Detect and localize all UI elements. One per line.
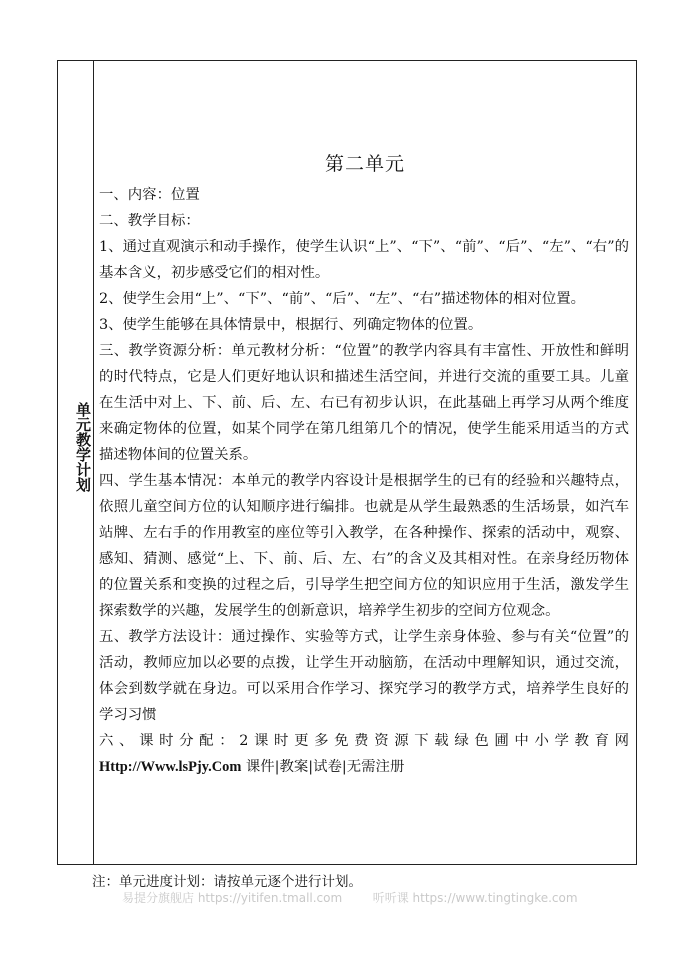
resource-line bbox=[99, 754, 629, 780]
watermark: 易提分旗舰店 https://yitifen.tmall.com 听听课 https://www.tingtingke.com bbox=[122, 891, 578, 905]
resource-analysis: 三、教学资源分析：单元教材分析：“位置”的教学内容具有丰富性、开放性和鲜明的时代特点，它是人们更好地认识和描述生活空间，并进行交流的重要工具。儿童在生活中对上、下、前、后、左、右已有初步认识，在此基础上再学习从两个维度来确定物体的位置，如某个同学在第几组第几个的情况，使学生能采用适当的方式描述物体间的位置关系。 bbox=[99, 343, 629, 463]
student-situation: 四、学生基本情况：本单元的教学内容设计是根据学生的已有的经验和兴趣特点，依照儿童空间方位的认知顺序进行编排。也就是从学生最熟悉的生活场景，如汽车站牌、左右手的作用教室的座位等引入教学，在各种操作、探索的活动中，观察、感知、猜测、感觉“上、下、前、后、左、右”的含义及其相对性。在亲身经历物体的位置关系和变换的过程之后，引导学生把空间方位的知识应用于生活，激发学生探索数学的兴趣，发展学生的创新意识，培养学生初步的空间方位观念。 bbox=[99, 473, 629, 619]
method-design: 五、教学方法设计：通过操作、实验等方式，让学生亲身体验、参与有关“位置”的活动，教师应加以必要的点拨，让学生开动脑筋，在活动中理解知识，通过交流，体会到数学就在身边。可以采用合作学习、探究学习的教学方式，培养学生良好的学习习惯 bbox=[99, 629, 629, 723]
footnote: 注：单元进度计划：请按单元逐个进行计划。 bbox=[92, 874, 362, 890]
unit-plan-label: 单元教学计划 bbox=[74, 402, 92, 492]
objective-3: 3、使学生能够在具体情景中，根据行、列确定物体的位置。 bbox=[99, 317, 483, 333]
objective-1: 1、通过直观演示和动手操作，使学生认识“上”、“下”、“前”、“后”、“左”、“右”的基本含义，初步感受它们的相对性。 bbox=[99, 239, 629, 281]
objective-2: 2、使学生会用“上”、“下”、“前”、“后”、“左”、“右”描述物体的相对位置。 bbox=[99, 291, 585, 307]
objectives-heading: 二、教学目标： bbox=[99, 213, 200, 229]
unit-title: 第二单元 bbox=[324, 153, 405, 175]
resource-url: Http://Www.lsPjy.Com bbox=[99, 759, 242, 775]
content-cell bbox=[94, 61, 636, 864]
label-cell bbox=[58, 61, 94, 864]
unit-plan-table bbox=[57, 60, 637, 865]
schedule-line: 六、课时分配：2课时更多免费资源下载绿色圃中小学教育网 bbox=[99, 733, 629, 749]
content-line: 一、内容：位置 bbox=[99, 187, 200, 203]
resource-suffix: 课件|教案|试卷|无需注册 bbox=[241, 759, 405, 775]
plan-body bbox=[99, 182, 629, 780]
